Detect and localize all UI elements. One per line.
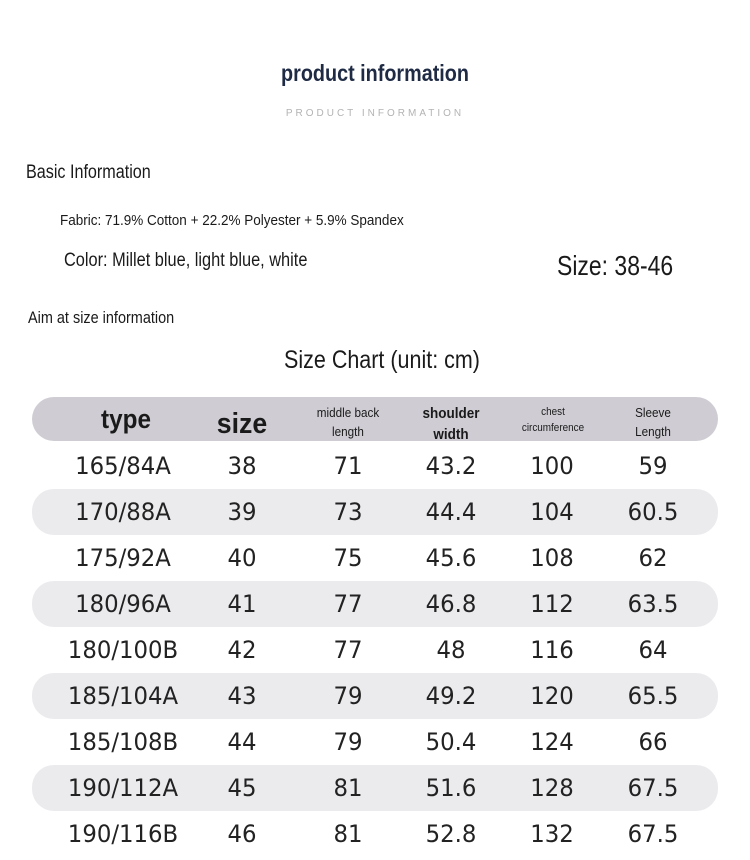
cell-back-length: 79 (333, 728, 363, 756)
cell-shoulder-width: 49.2 (425, 682, 477, 710)
cell-type: 165/84A (75, 452, 171, 480)
cell-shoulder-width: 45.6 (425, 544, 477, 572)
cell-type: 185/108B (67, 728, 179, 756)
cell-chest: 120 (530, 682, 574, 710)
cell-shoulder-width: 46.8 (425, 590, 477, 618)
column-header-shoulder-width (410, 403, 493, 445)
cell-sleeve-length: 67.5 (627, 774, 679, 802)
aim-heading: Aim at size information (28, 308, 175, 327)
table-row (32, 489, 718, 535)
cell-sleeve-length: 64 (638, 636, 668, 664)
column-header-back-length-line1: middle back (316, 405, 380, 420)
table-row (32, 627, 718, 673)
table-row (32, 765, 718, 811)
size-range-text: Size: 38-46 (557, 250, 674, 281)
cell-chest: 100 (530, 452, 574, 480)
cell-back-length: 73 (333, 498, 363, 526)
cell-shoulder-width: 51.6 (425, 774, 477, 802)
cell-back-length: 79 (333, 682, 363, 710)
cell-sleeve-length: 59 (638, 452, 668, 480)
cell-shoulder-width: 48 (436, 636, 466, 664)
table-row (32, 673, 718, 719)
cell-sleeve-length: 60.5 (627, 498, 679, 526)
cell-shoulder-width: 50.4 (425, 728, 477, 756)
cell-chest: 116 (530, 636, 574, 664)
column-header-shoulder-line2: width (433, 426, 469, 443)
cell-chest: 124 (530, 728, 574, 756)
cell-back-length: 77 (333, 636, 363, 664)
cell-size: 44 (227, 728, 257, 756)
cell-back-length: 81 (333, 774, 363, 802)
cell-shoulder-width: 44.4 (425, 498, 477, 526)
cell-back-length: 77 (333, 590, 363, 618)
cell-type: 170/88A (75, 498, 171, 526)
cell-chest: 108 (530, 544, 574, 572)
column-header-chest-line2: circumference (521, 422, 585, 434)
column-header-sleeve-line2: Length (635, 424, 671, 439)
cell-back-length: 71 (333, 452, 363, 480)
cell-chest: 128 (530, 774, 574, 802)
cell-shoulder-width: 52.8 (425, 820, 477, 848)
cell-sleeve-length: 65.5 (627, 682, 679, 710)
cell-type: 180/96A (75, 590, 171, 618)
column-header-back-length-line2: length (332, 424, 364, 439)
cell-back-length: 81 (333, 820, 363, 848)
page-subtitle: PRODUCT INFORMATION (285, 108, 465, 119)
size-chart-title: Size Chart (unit: cm) (284, 346, 480, 374)
cell-type: 175/92A (75, 544, 171, 572)
table-row (32, 811, 718, 857)
cell-back-length: 75 (333, 544, 363, 572)
cell-size: 42 (227, 636, 257, 664)
cell-sleeve-length: 63.5 (627, 590, 679, 618)
column-header-back-length (305, 403, 391, 441)
cell-shoulder-width: 43.2 (425, 452, 477, 480)
column-header-size: size (216, 408, 268, 440)
size-table-body (32, 443, 718, 857)
cell-chest: 112 (530, 590, 574, 618)
cell-sleeve-length: 66 (638, 728, 668, 756)
cell-chest: 132 (530, 820, 574, 848)
cell-size: 45 (227, 774, 257, 802)
cell-sleeve-length: 67.5 (627, 820, 679, 848)
cell-sleeve-length: 62 (638, 544, 668, 572)
table-row (32, 443, 718, 489)
cell-type: 190/116B (67, 820, 179, 848)
column-header-sleeve-line1: Sleeve (635, 405, 671, 420)
cell-size: 41 (227, 590, 257, 618)
fabric-text: Fabric: 71.9% Cotton + 22.2% Polyester + 5.9% Spandex (60, 212, 404, 229)
cell-type: 185/104A (67, 682, 179, 710)
cell-type: 190/112A (67, 774, 179, 802)
column-header-type: type (101, 404, 151, 434)
cell-size: 46 (227, 820, 257, 848)
cell-size: 39 (227, 498, 257, 526)
cell-size: 43 (227, 682, 257, 710)
table-row (32, 719, 718, 765)
column-header-shoulder-line1: shoulder (422, 405, 480, 422)
basic-info-heading: Basic Information (26, 162, 151, 183)
table-row (32, 581, 718, 627)
cell-chest: 104 (530, 498, 574, 526)
page-title: product information (281, 60, 469, 86)
cell-size: 40 (227, 544, 257, 572)
color-text: Color: Millet blue, light blue, white (64, 250, 308, 271)
column-header-chest-line1: chest (541, 406, 565, 418)
table-row (32, 535, 718, 581)
column-header-sleeve-length (613, 403, 694, 441)
cell-size: 38 (227, 452, 257, 480)
column-header-chest (510, 404, 596, 436)
cell-type: 180/100B (67, 636, 179, 664)
